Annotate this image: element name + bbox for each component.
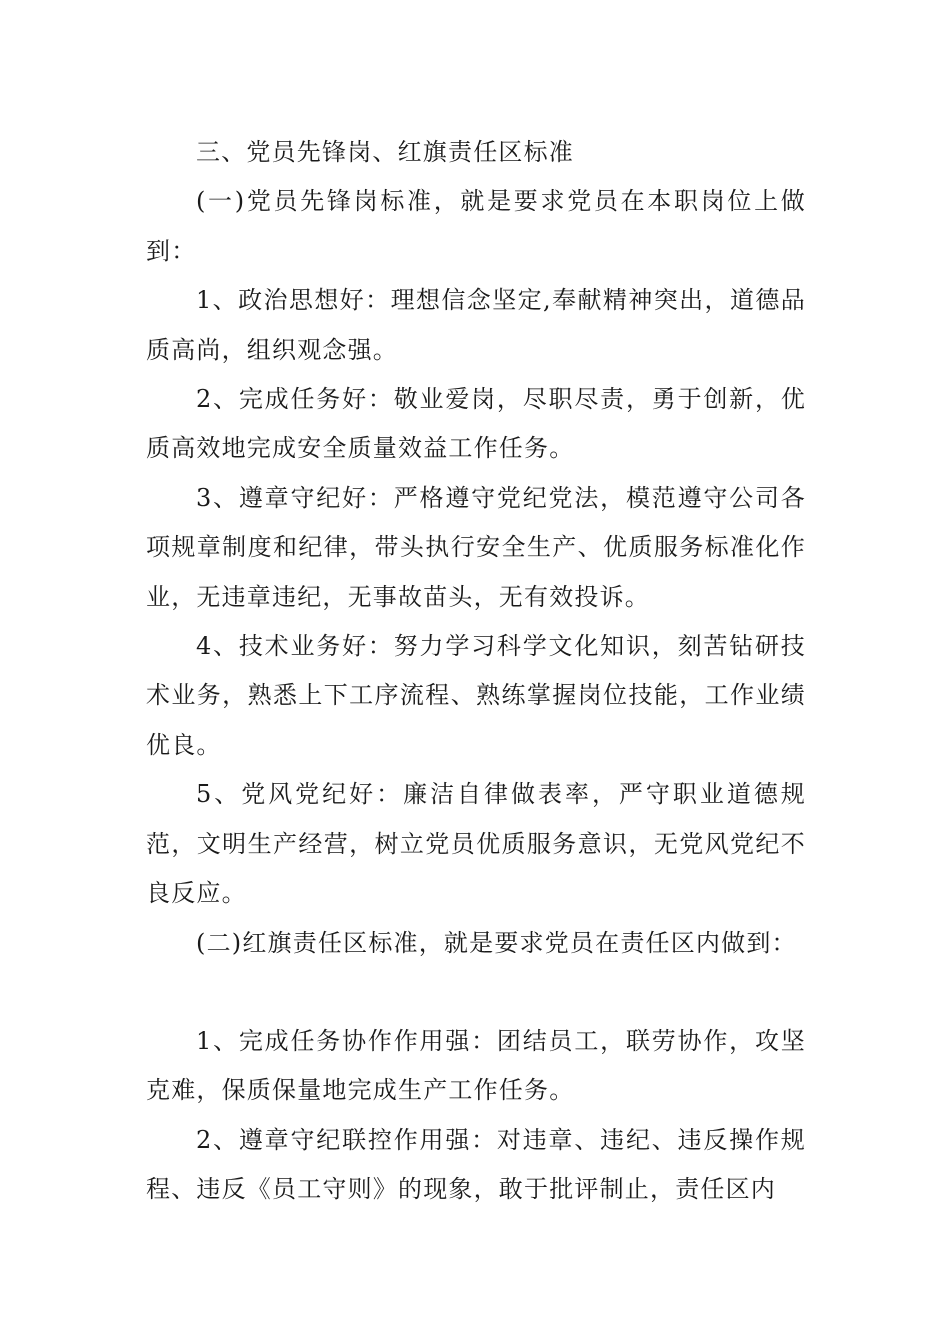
- paragraph-item-2: 2、完成任务好：敬业爱岗，尽职尽责，勇于创新，优质高效地完成安全质量效益工作任务。: [146, 385, 806, 463]
- paragraph-red-flag-item-2: 2、遵章守纪联控作用强：对违章、违纪、违反操作规程、违反《员工守则》的现象，敢于批评制止，责任区内: [146, 1125, 806, 1204]
- paragraph-item-4: 4、技术业务好：努力学习科学文化知识，刻苦钻研技术业务，熟悉上下工序流程、熟练掌握岗位技能，工作业绩优良。: [146, 632, 806, 759]
- paragraph-item-1: 1、政治思想好：理想信念坚定,奉献精神突出，道德品质高尚，组织观念强。: [146, 286, 806, 364]
- paragraph-item-5: 5、党风党纪好：廉洁自律做表率，严守职业道德规范，文明生产经营，树立党员优质服务意识，无党风党纪不良反应。: [146, 780, 806, 908]
- paragraph-pioneer-standard-intro: (一)党员先锋岗标准，就是要求党员在本职岗位上做到：: [146, 187, 806, 265]
- paragraph-red-flag-item-1: 1、完成任务协作作用强：团结员工，联劳协作，攻坚克难，保质保量地完成生产工作任务。: [146, 1026, 806, 1105]
- section-heading: 三、党员先锋岗、红旗责任区标准: [196, 138, 574, 166]
- blank-line: [146, 968, 806, 1017]
- document-body: [146, 128, 806, 1215]
- paragraph-item-3: 3、遵章守纪好：严格遵守党纪党法，模范遵守公司各项规章制度和纪律，带头执行安全生产、优质服务标准化作业，无违章违纪，无事故苗头，无有效投诉。: [146, 483, 806, 611]
- paragraph-red-flag-standard-intro: (二)红旗责任区标准，就是要求党员在责任区内做到：: [196, 928, 797, 957]
